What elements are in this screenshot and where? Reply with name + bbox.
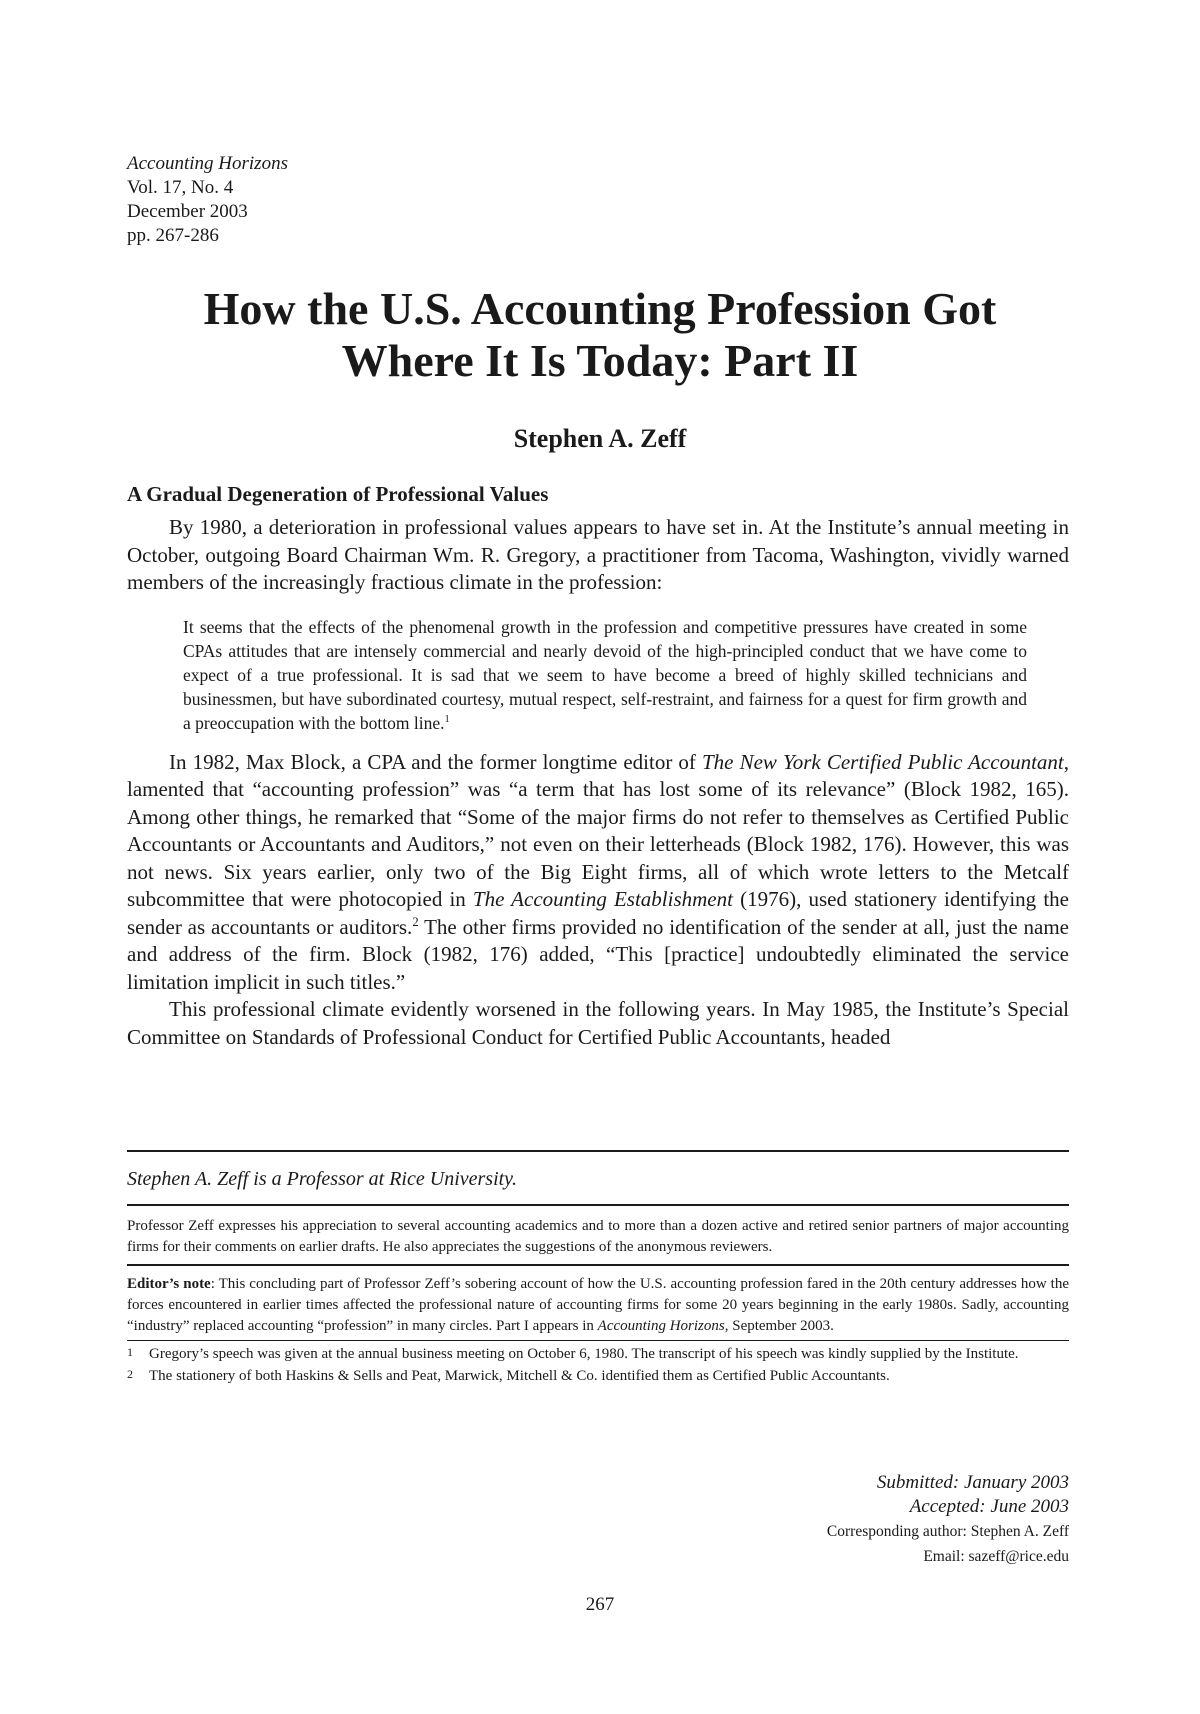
- title-line-1: How the U.S. Accounting Profession Got: [203, 283, 997, 334]
- editors-note-label: Editor’s note: [127, 1276, 211, 1292]
- quote-text: It seems that the effects of the phenomenal growth in the profession and competitive pressures have created in some CPAs attitudes that are intensely commercial and nearly devoid of the high-principled conduct that we have come to expect of a true professional. It is sad that we seem to have become a breed of highly skilled technicians and businessmen, but have subordinated courtesy, mutual respect, self-restraint, and fairness for a quest for firm growth and a preoccupation with the bottom line.: [183, 616, 1027, 733]
- paragraph-1: By 1980, a deterioration in professional values appears to have set in. At the Institute’s annual meeting in October, outgoing Board Chairman Wm. R. Gregory, a practitioner from Tacoma, Washington, vividly warned members of the increasingly fractious climate in the profession:: [127, 515, 1069, 594]
- front-matter: [127, 1150, 1069, 1388]
- journal-pages: pp. 267-286: [127, 225, 219, 246]
- corresponding-author: Corresponding author: Stephen A. Zeff: [826, 1523, 1069, 1540]
- footnote-ref-1: 1: [444, 713, 450, 725]
- footnote: [127, 1366, 1069, 1386]
- acknowledgment: Professor Zeff expresses his appreciation to several accounting academics and to more than a dozen active and retired senior partners of major accounting firms for their comments on earlier drafts. He also appreciates the suggestions of the anonymous reviewers.: [127, 1218, 1069, 1255]
- footnote-text: Gregory’s speech was given at the annual business meeting on October 6, 1980. The transcript of his speech was kindly supplied by the Institute.: [149, 1346, 1019, 1362]
- editors-note-text-b: , September 2003.: [724, 1318, 834, 1334]
- footnote: [127, 1344, 1069, 1364]
- p2-text-a: In 1982, Max Block, a CPA and the former longtime editor of: [169, 749, 702, 774]
- divider: [127, 1340, 1069, 1341]
- paragraph-2: [127, 749, 1069, 997]
- editors-note-journal: Accounting Horizons: [597, 1318, 725, 1334]
- p2-text-d: The other firms provided no identification of the sender at all, just the name and address of the firm. Block (1982, 176) added, “This [practice] undoubtedly eliminated the service limitation implicit in such titles.”: [127, 914, 1069, 994]
- author-email: Email: sazeff@rice.edu: [923, 1548, 1069, 1565]
- section-heading: A Gradual Degeneration of Professional Values: [127, 482, 549, 506]
- footnote-ref-2: 2: [412, 914, 419, 929]
- journal-name: Accounting Horizons: [127, 153, 288, 174]
- footnote-number: 2: [127, 1367, 133, 1381]
- journal-volume: Vol. 17, No. 4: [127, 177, 234, 198]
- p2-journal-title: The New York Certified Public Accountant: [702, 749, 1064, 774]
- p2-text-c: (1976), used stationery identifying the sender as accountants or auditors.: [127, 887, 1069, 939]
- article-body: [127, 480, 1069, 1051]
- editors-note: [127, 1266, 1069, 1340]
- article-author: Stephen A. Zeff: [513, 424, 687, 453]
- journal-date: December 2003: [127, 201, 248, 222]
- page-number: 267: [585, 1594, 615, 1615]
- p2-text-b: , lamented that “accounting profession” was “a term that has lost some of its relevance” (Block 1982, 165). Among other things, he remarked that “Some of the major firms do not refer to themselves as Certified Public Accountants or Accountants and Auditors,” not even on their letterheads (Block 1982, 176). However, this was not news. Six years earlier, only two of the Big Eight firms, all of which wrote letters to the Metcalf subcommittee that were photocopied in: [127, 749, 1069, 911]
- submission-info: [827, 1471, 1069, 1569]
- footnotes: [127, 1344, 1069, 1386]
- footnote-text: The stationery of both Haskins & Sells and Peat, Marwick, Mitchell & Co. identified them as Certified Public Accountants.: [149, 1368, 890, 1384]
- author-affiliation: Stephen A. Zeff is a Professor at Rice University.: [127, 1168, 517, 1190]
- submitted-date: Submitted: January 2003: [876, 1472, 1069, 1493]
- p2-book-title: The Accounting Establishment: [472, 887, 733, 911]
- block-quote: [183, 615, 1027, 735]
- footnote-number: 1: [127, 1345, 133, 1359]
- title-line-2: Where It Is Today: Part II: [341, 335, 859, 386]
- journal-citation: [127, 152, 288, 248]
- editors-note-text-a: : This concluding part of Professor Zeff’s sobering account of how the U.S. accounting profession fared in the 20th century addresses how the forces encountered in earlier times affected the professional nature of accounting firms for some 20 years beginning in the early 1980s. Sadly, accounting “industry” replaced accounting “profession” in many circles. Part I appears in: [127, 1276, 1069, 1334]
- accepted-date: Accepted: June 2003: [909, 1496, 1069, 1517]
- paragraph-3: This professional climate evidently worsened in the following years. In May 1985, the Institute’s Special Committee on Standards of Professional Conduct for Certified Public Accountants, headed: [127, 997, 1069, 1049]
- article-title: [100, 283, 1100, 387]
